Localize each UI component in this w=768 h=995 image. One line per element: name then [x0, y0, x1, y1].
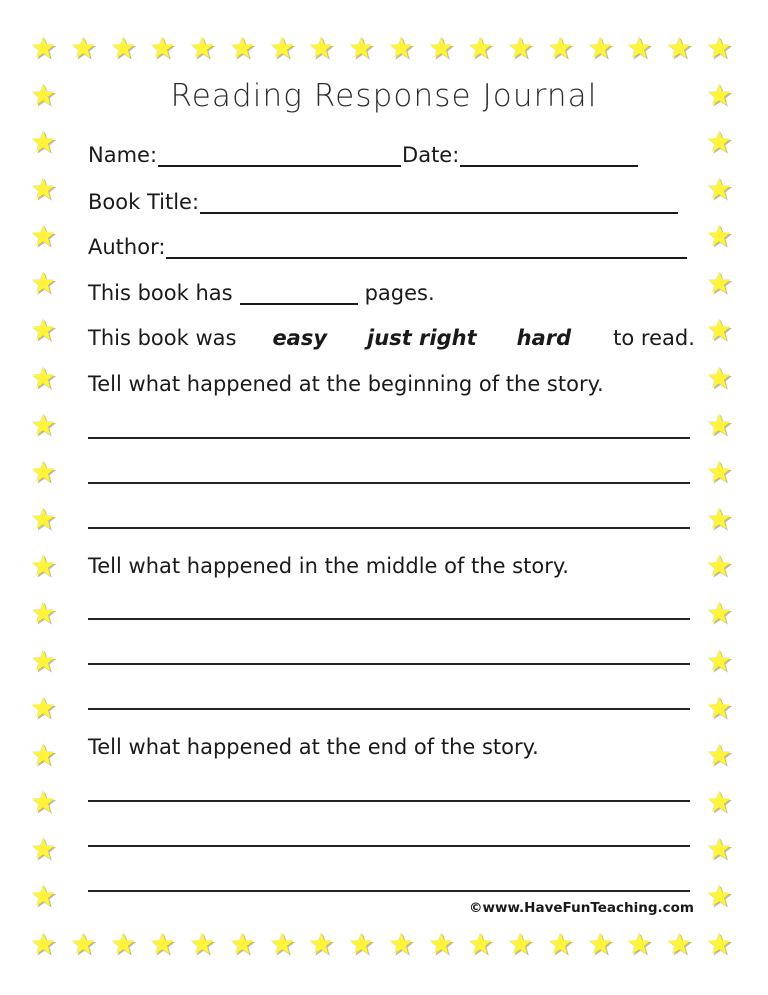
name-input-line[interactable]: [158, 147, 401, 167]
book-title-input-line[interactable]: [200, 194, 678, 214]
prompt-middle: Tell what happened in the middle of the story.: [88, 554, 569, 578]
page-title: Reading Response Journal: [170, 78, 598, 114]
difficulty-option-just-right[interactable]: just right: [367, 326, 477, 350]
answer-line-end-1[interactable]: [88, 800, 690, 802]
book-title-label: Book Title:: [88, 190, 200, 214]
difficulty-option-hard[interactable]: hard: [516, 326, 572, 350]
difficulty-row: [88, 326, 695, 350]
copyright-notice: ©www.HaveFunTeaching.com: [469, 900, 694, 916]
prompt-beginning: Tell what happened at the beginning of the story.: [88, 372, 604, 396]
pages-input-line[interactable]: [240, 285, 358, 305]
answer-line-beginning-1[interactable]: [88, 437, 690, 439]
difficulty-option-easy[interactable]: easy: [272, 326, 328, 350]
answer-line-beginning-2[interactable]: [88, 482, 690, 484]
author-label: Author:: [88, 235, 166, 259]
difficulty-prefix-label: This book was: [88, 326, 237, 350]
answer-line-middle-3[interactable]: [88, 708, 690, 710]
pages-prefix-label: This book has: [88, 281, 233, 305]
date-label: Date:: [402, 143, 460, 167]
prompt-end: Tell what happened at the end of the story.: [88, 735, 539, 759]
answer-line-beginning-3[interactable]: [88, 527, 690, 529]
answer-line-end-2[interactable]: [88, 845, 690, 847]
name-label: Name:: [88, 143, 158, 167]
page-count-row: [88, 281, 692, 305]
author-row: [88, 235, 692, 259]
answer-line-middle-1[interactable]: [88, 618, 690, 620]
date-input-line[interactable]: [460, 147, 638, 167]
book-title-row: [88, 190, 692, 214]
pages-suffix-label: pages.: [364, 281, 435, 305]
answer-line-middle-2[interactable]: [88, 663, 690, 665]
author-input-line[interactable]: [166, 239, 687, 259]
name-date-row: [88, 143, 692, 167]
difficulty-suffix-label: to read.: [613, 326, 695, 350]
answer-line-end-3[interactable]: [88, 890, 690, 892]
